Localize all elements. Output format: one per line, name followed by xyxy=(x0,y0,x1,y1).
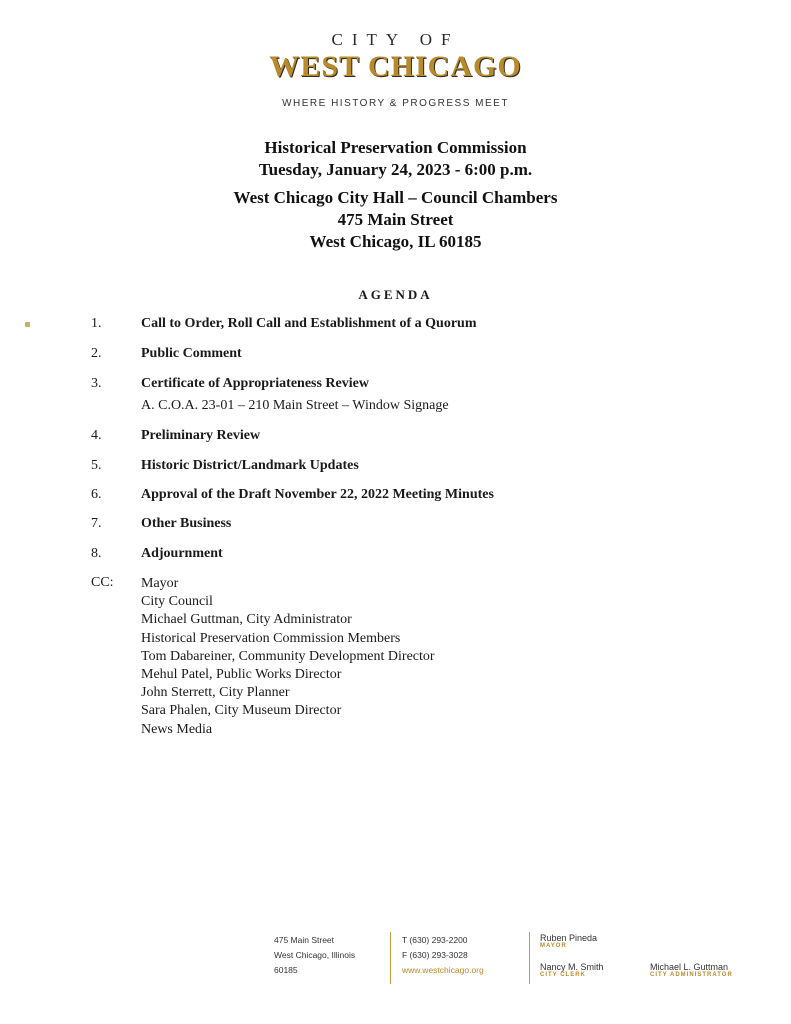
meeting-city: West Chicago, IL 60185 xyxy=(309,232,482,251)
official-role: MAYOR xyxy=(540,943,567,949)
agenda-item: Call to Order, Roll Call and Establishment of a Quorum xyxy=(141,316,477,331)
footer-divider xyxy=(529,932,530,984)
agenda-item: Approval of the Draft November 22, 2022 Meeting Minutes xyxy=(141,487,494,502)
footer-address-line: West Chicago, Illinois xyxy=(274,950,356,960)
agenda-item-number: 1. xyxy=(91,316,102,331)
footer-divider xyxy=(390,932,391,984)
meeting-venue: West Chicago City Hall – Council Chambers xyxy=(233,188,558,207)
official-name: Ruben Pineda xyxy=(540,933,598,943)
footer-official-clerk xyxy=(540,962,604,978)
agenda-item: Certificate of Appropriateness Review xyxy=(141,376,369,391)
cc-recipient: Mayor xyxy=(141,576,179,591)
agenda-item-number: 3. xyxy=(91,376,102,391)
footer-address-line: 475 Main Street xyxy=(274,935,335,945)
city-logo-name: WEST CHICAGO xyxy=(269,50,522,83)
cc-recipient: Michael Guttman, City Administrator xyxy=(141,612,352,628)
cc-recipient: Mehul Patel, Public Works Director xyxy=(141,667,342,683)
footer-official-administrator xyxy=(650,962,733,978)
agenda-item: Public Comment xyxy=(141,346,242,361)
agenda-item-number: 2. xyxy=(91,346,102,361)
official-name: Nancy M. Smith xyxy=(540,962,604,972)
cc-list xyxy=(141,575,435,739)
footer-contact xyxy=(402,933,484,978)
official-name: Michael L. Guttman xyxy=(650,962,729,972)
footer-official-mayor xyxy=(540,933,597,949)
official-role: CITY ADMINISTRATOR xyxy=(650,972,733,978)
cc-recipient: Tom Dabareiner, Community Development Director xyxy=(141,648,435,664)
footer-phone: T (630) 293-2200 xyxy=(402,935,468,945)
cc-recipient: City Council xyxy=(141,594,213,610)
footer-website-link[interactable]: www.westchicago.org xyxy=(402,965,484,975)
meeting-street: 475 Main Street xyxy=(337,210,454,229)
agenda-item-number: 5. xyxy=(91,458,102,473)
footer-address-line: 60185 xyxy=(274,965,298,975)
agenda-item: Other Business xyxy=(141,516,232,531)
agenda-sub-item: A. C.O.A. 23-01 – 210 Main Street – Window Signage xyxy=(141,398,449,413)
meeting-body: Historical Preservation Commission xyxy=(264,138,527,157)
cc-label: CC: xyxy=(91,575,114,590)
official-role: CITY CLERK xyxy=(540,972,586,978)
agenda-title: AGENDA xyxy=(358,287,433,302)
tagline: WHERE HISTORY & PROGRESS MEET xyxy=(282,98,509,109)
agenda-item-number: 7. xyxy=(91,516,102,531)
agenda-item: Historic District/Landmark Updates xyxy=(141,458,359,473)
cc-recipient: Historical Preservation Commission Members xyxy=(141,630,401,646)
agenda-item: Adjournment xyxy=(141,546,223,561)
cc-recipient: Sara Phalen, City Museum Director xyxy=(141,703,342,719)
footer-address xyxy=(274,933,355,978)
agenda-item: Preliminary Review xyxy=(141,428,261,443)
agenda-item-number: 6. xyxy=(91,487,102,502)
cc-recipient: News Media xyxy=(141,721,213,737)
agenda-item-number: 8. xyxy=(91,546,102,561)
cc-recipient: John Sterrett, City Planner xyxy=(141,685,290,701)
footer-fax: F (630) 293-3028 xyxy=(402,950,468,960)
agenda-item-number: 4. xyxy=(91,428,102,443)
meeting-datetime: Tuesday, January 24, 2023 - 6:00 p.m. xyxy=(258,160,533,179)
city-of-label: CITY OF xyxy=(331,30,460,49)
scan-mark xyxy=(25,322,30,327)
